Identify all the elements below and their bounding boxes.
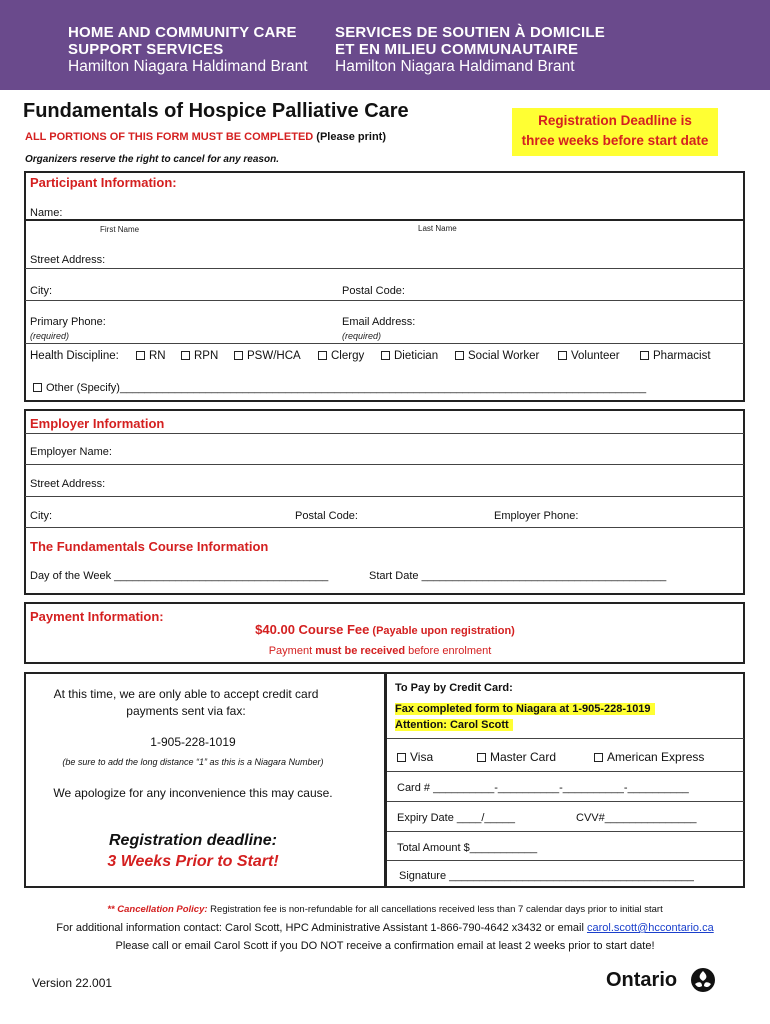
checkbox[interactable] — [455, 351, 464, 360]
contact-info: For additional information contact: Carol Scott, HPC Administrative Assistant 1-866-790-4642 x3432 or email carol.scott@hccontario.ca — [56, 922, 714, 934]
discipline-psw[interactable]: PSW/HCA — [234, 350, 301, 362]
page-title: Fundamentals of Hospice Palliative Care — [23, 100, 409, 122]
apology-text: We apologize for any inconvenience this may cause. — [53, 786, 333, 800]
registration-deadline-sub: 3 Weeks Prior to Start! — [107, 853, 279, 870]
course-fee-amount: $40.00 Course Fee — [255, 622, 370, 637]
checkbox[interactable] — [33, 383, 42, 392]
checkbox[interactable] — [640, 351, 649, 360]
signature-field[interactable]: Signature ________________________________________ — [399, 870, 694, 882]
header-en-line3: Hamilton Niagara Haldimand Brant — [68, 58, 308, 75]
employer-box — [24, 409, 745, 595]
street-label[interactable]: Street Address: — [30, 254, 106, 266]
course-section-title: The Fundamentals Course Information — [30, 539, 269, 554]
city-label[interactable]: City: — [30, 285, 52, 297]
divider — [25, 433, 744, 434]
organizer-note: Organizers reserve the right to cancel for any reason. — [25, 154, 279, 165]
start-date-field[interactable]: Start Date ________________________________________ — [369, 570, 667, 582]
fax-info-text: At this time, we are only able to accept credit card payments sent via fax: — [53, 687, 319, 718]
header-en-line1: HOME AND COMMUNITY CARE — [68, 24, 297, 41]
header-fr-line1: SERVICES DE SOUTIEN À DOMICILE — [335, 24, 605, 41]
participant-section-title: Participant Information: — [30, 175, 177, 190]
checkbox[interactable] — [381, 351, 390, 360]
header-fr-line2: ET EN MILIEU COMMUNAUTAIRE — [335, 41, 579, 58]
checkbox[interactable] — [397, 753, 406, 762]
employer-section-title: Employer Information — [30, 416, 165, 431]
cvv-field[interactable]: CVV#_______________ — [576, 812, 697, 824]
confirmation-note: Please call or email Carol Scott if you DO NOT receive a confirmation email at least 2 weeks prior to start date! — [115, 940, 655, 952]
header-en-line2: SUPPORT SERVICES — [68, 41, 224, 58]
card-amex[interactable]: American Express — [594, 750, 704, 764]
fax-instruction: Fax completed form to Niagara at 1-905-228-1019 — [395, 703, 655, 715]
required-note — [25, 131, 386, 143]
discipline-pharmacist[interactable]: Pharmacist — [640, 350, 711, 362]
divider — [387, 801, 744, 802]
phone-required: (required) — [30, 331, 70, 341]
checkbox[interactable] — [594, 753, 603, 762]
day-of-week-field[interactable]: Day of the Week ___________________________________ — [30, 570, 329, 582]
divider — [25, 268, 744, 269]
ontario-logo-text: Ontario — [606, 969, 678, 991]
attention-line: Attention: Carol Scott — [395, 719, 513, 731]
employer-city-label[interactable]: City: — [30, 510, 52, 522]
header-french — [335, 24, 605, 75]
fax-note: (be sure to add the long distance “1” as this is a Niagara Number) — [62, 757, 324, 767]
ontario-trillium-icon — [690, 967, 716, 993]
email-required: (required) — [342, 331, 382, 341]
deadline-line2: three weeks before start date — [521, 133, 709, 148]
divider — [387, 771, 744, 772]
employer-phone-label[interactable]: Employer Phone: — [494, 510, 579, 522]
checkbox[interactable] — [318, 351, 327, 360]
deadline-line1: Registration Deadline is — [538, 113, 692, 128]
checkbox[interactable] — [558, 351, 567, 360]
card-mastercard[interactable]: Master Card — [477, 750, 556, 764]
divider — [25, 300, 744, 301]
discipline-social-worker[interactable]: Social Worker — [455, 350, 539, 362]
card-number-field[interactable]: Card # __________-__________-__________-__________ — [397, 782, 689, 794]
last-name-caption: Last Name — [418, 224, 457, 233]
email-label[interactable]: Email Address: — [342, 316, 416, 328]
contact-email-link[interactable]: carol.scott@hccontario.ca — [586, 922, 714, 934]
name-label: Name: — [30, 207, 63, 219]
divider — [387, 860, 744, 861]
employer-street-label[interactable]: Street Address: — [30, 478, 106, 490]
cancellation-text: Registration fee is non-refundable for all cancellations received less than 7 calendar days prior to initial start — [207, 904, 663, 915]
divider — [25, 343, 744, 344]
first-name-caption: First Name — [100, 225, 140, 234]
please-print: (Please print) — [313, 131, 386, 143]
health-discipline-label: Health Discipline: — [30, 350, 119, 362]
discipline-rpn[interactable]: RPN — [181, 350, 218, 362]
payment-received-note: Payment must be received before enrolment — [268, 645, 492, 657]
deadline-banner — [512, 108, 718, 156]
postal-label[interactable]: Postal Code: — [342, 285, 405, 297]
discipline-rn[interactable]: RN — [136, 350, 166, 362]
divider — [25, 496, 744, 497]
divider — [25, 527, 744, 528]
fax-number: 1-905-228-1019 — [150, 735, 236, 749]
checkbox[interactable] — [181, 351, 190, 360]
checkbox[interactable] — [477, 753, 486, 762]
expiry-field[interactable]: Expiry Date ____/_____ — [397, 812, 516, 824]
employer-postal-label[interactable]: Postal Code: — [295, 510, 358, 522]
discipline-dietician[interactable]: Dietician — [381, 350, 438, 362]
header-fr-line3: Hamilton Niagara Haldimand Brant — [335, 58, 575, 75]
health-discipline-row — [0, 350, 770, 366]
other-label: Other (Specify)______________________________________________________________________________________ — [46, 382, 647, 394]
card-visa[interactable]: Visa — [397, 750, 433, 764]
discipline-clergy[interactable]: Clergy — [318, 350, 364, 362]
course-fee — [0, 622, 770, 637]
divider — [387, 738, 744, 739]
payment-section-title: Payment Information: — [30, 609, 164, 624]
required-note-text: ALL PORTIONS OF THIS FORM MUST BE COMPLETED — [25, 131, 314, 143]
divider — [25, 464, 744, 465]
checkbox[interactable] — [136, 351, 145, 360]
cancellation-label: ** Cancellation Policy: — [107, 904, 208, 915]
credit-card-title: To Pay by Credit Card: — [395, 682, 513, 694]
discipline-other[interactable] — [33, 382, 646, 394]
registration-deadline-title: Registration deadline: — [108, 832, 278, 849]
checkbox[interactable] — [234, 351, 243, 360]
divider — [387, 831, 744, 832]
header-english — [68, 24, 308, 75]
cancellation-policy — [0, 904, 770, 915]
version-label: Version 22.001 — [32, 976, 113, 990]
employer-name-label[interactable]: Employer Name: — [30, 446, 112, 458]
participant-box — [24, 219, 745, 402]
total-amount-field[interactable]: Total Amount $___________ — [397, 842, 538, 854]
phone-label[interactable]: Primary Phone: — [30, 316, 106, 328]
discipline-volunteer[interactable]: Volunteer — [558, 350, 620, 362]
course-fee-note: (Payable upon registration) — [369, 625, 515, 637]
